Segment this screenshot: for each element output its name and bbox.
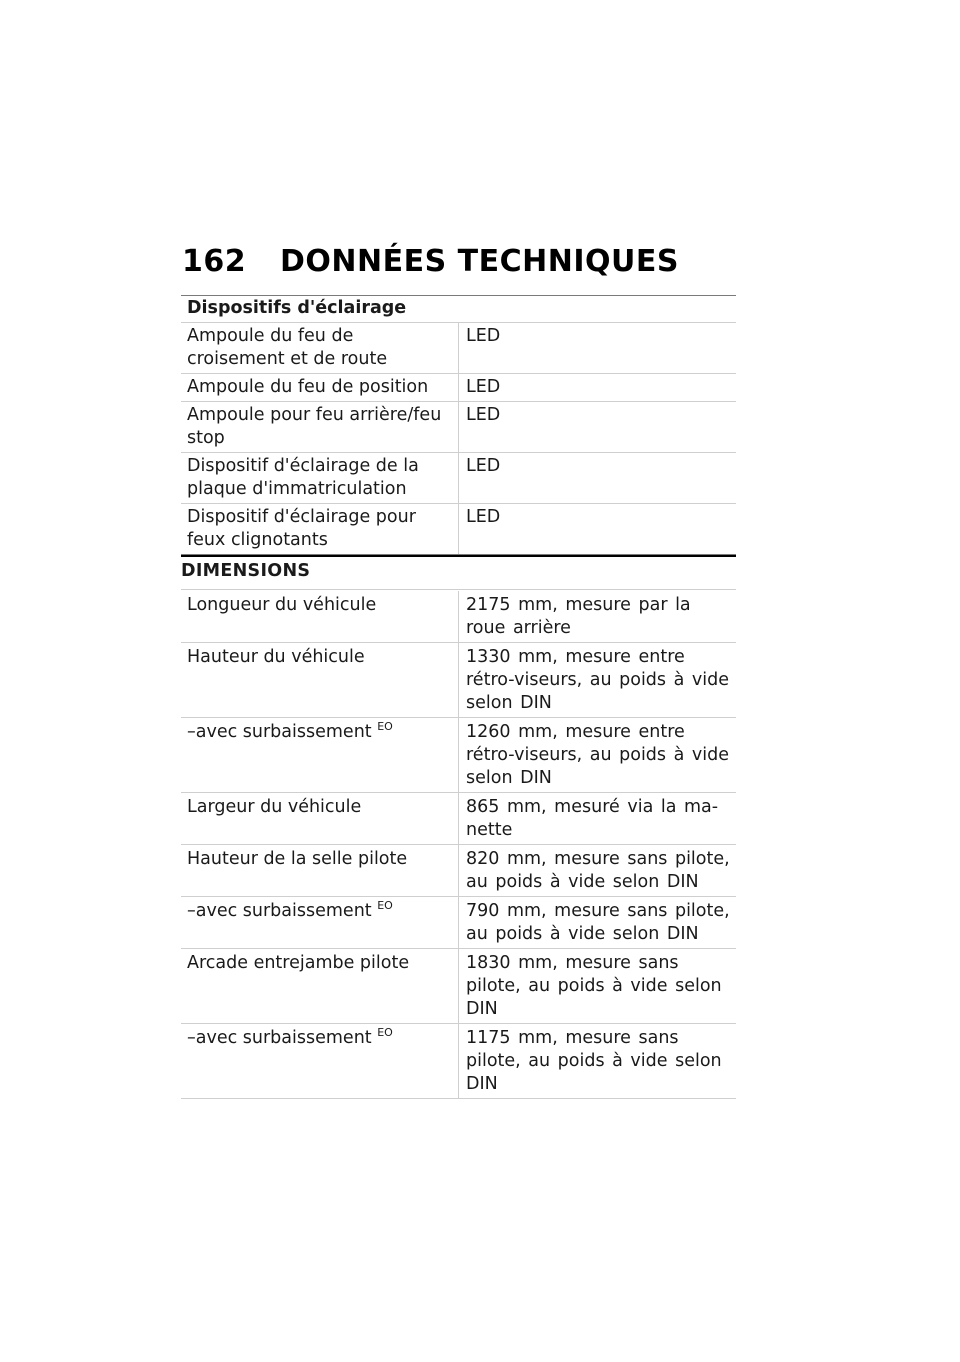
row-value: 820 mm, mesure sans pilote, au poids à vide selon DIN bbox=[459, 845, 737, 897]
table-row bbox=[181, 1024, 736, 1099]
row-label: Arcade entrejambe pilote bbox=[181, 949, 459, 1024]
option-tag: EO bbox=[377, 899, 393, 912]
table-row bbox=[181, 897, 736, 949]
section-divider bbox=[181, 555, 736, 557]
table-row bbox=[181, 453, 736, 504]
table-row bbox=[181, 591, 736, 643]
table-row bbox=[181, 402, 736, 453]
row-label-cell bbox=[181, 1024, 459, 1099]
page-number: 162 bbox=[182, 244, 247, 279]
row-label: Dispositif d'éclairage pour feux clignotants bbox=[181, 504, 459, 555]
row-value: 1330 mm, mesure entre rétro-viseurs, au poids à vide selon DIN bbox=[459, 643, 737, 718]
lighting-heading: Dispositifs d'éclairage bbox=[181, 296, 736, 323]
row-value: LED bbox=[459, 402, 737, 453]
row-label: Ampoule pour feu arrière/feu stop bbox=[181, 402, 459, 453]
row-label: Ampoule du feu de position bbox=[181, 374, 459, 402]
row-label: Largeur du véhicule bbox=[181, 793, 459, 845]
row-label: Ampoule du feu de croisement et de route bbox=[181, 323, 459, 374]
table-header-row bbox=[181, 296, 736, 323]
table-row bbox=[181, 949, 736, 1024]
table-row bbox=[181, 374, 736, 402]
row-label-cell bbox=[181, 897, 459, 949]
row-value: 2175 mm, mesure par la roue arrière bbox=[459, 591, 737, 643]
lighting-table bbox=[181, 295, 736, 555]
row-value: LED bbox=[459, 453, 737, 504]
row-label: Longueur du véhicule bbox=[181, 591, 459, 643]
row-value: LED bbox=[459, 504, 737, 555]
row-label: –avec surbaissement bbox=[187, 901, 372, 921]
row-value: 1260 mm, mesure entre rétro-viseurs, au poids à vide selon DIN bbox=[459, 718, 737, 793]
table-row bbox=[181, 845, 736, 897]
option-tag: EO bbox=[377, 720, 393, 733]
row-label: Hauteur de la selle pilote bbox=[181, 845, 459, 897]
page-title: DONNÉES TECHNIQUES bbox=[280, 244, 679, 279]
dimensions-table bbox=[181, 591, 736, 1099]
table-row bbox=[181, 793, 736, 845]
table-row bbox=[181, 718, 736, 793]
row-value: 1830 mm, mesure sans pilote, au poids à vide selon DIN bbox=[459, 949, 737, 1024]
row-value: 865 mm, mesuré via la ma-nette bbox=[459, 793, 737, 845]
table-row bbox=[181, 643, 736, 718]
row-value: 1175 mm, mesure sans pilote, au poids à vide selon DIN bbox=[459, 1024, 737, 1099]
row-value: LED bbox=[459, 374, 737, 402]
table-row bbox=[181, 323, 736, 374]
page-header bbox=[182, 244, 679, 279]
row-label: –avec surbaissement bbox=[187, 722, 372, 742]
row-value: 790 mm, mesure sans pilote, au poids à vide selon DIN bbox=[459, 897, 737, 949]
row-label-cell bbox=[181, 718, 459, 793]
row-label: Hauteur du véhicule bbox=[181, 643, 459, 718]
row-value: LED bbox=[459, 323, 737, 374]
row-label: Dispositif d'éclairage de la plaque d'immatriculation bbox=[181, 453, 459, 504]
row-label: –avec surbaissement bbox=[187, 1028, 372, 1048]
dimensions-heading: DIMENSIONS bbox=[181, 561, 311, 581]
table-row bbox=[181, 504, 736, 555]
option-tag: EO bbox=[377, 1026, 393, 1039]
divider bbox=[181, 589, 736, 590]
